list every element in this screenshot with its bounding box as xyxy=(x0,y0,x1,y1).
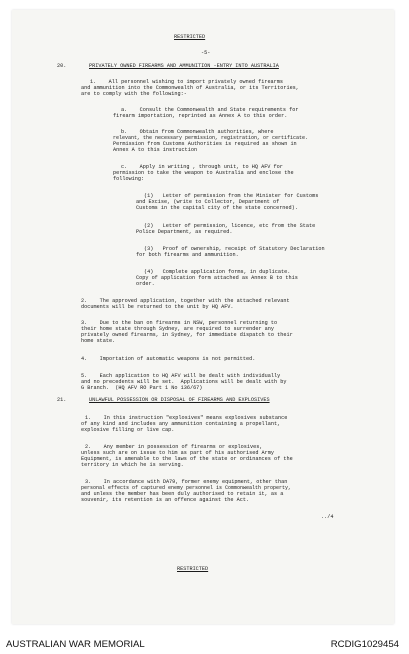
classification-header: RESTRICTED xyxy=(174,34,206,40)
para-21-number: 21. xyxy=(57,397,67,403)
para-20-number: 20. xyxy=(57,63,67,69)
para-20-title: PRIVATELY OWNED FIREARMS AND AMMUNITION -ENTRY INTO AUSTRALIA xyxy=(89,63,279,69)
continuation-marker: ../4 xyxy=(321,514,334,520)
page-number: -5- xyxy=(201,50,211,56)
archive-name: AUSTRALIAN WAR MEMORIAL xyxy=(6,639,145,650)
document-page: RESTRICTED -5- 20. PRIVATELY OWNED FIREARMS AND AMMUNITION -ENTRY INTO AUSTRALIA 1. All personnel wishing to import privately owned firearms and ammunition into the Commonwealth of Australia, or its Territories, are to comply with the following:- a. Consult the Commonwealth and State requirements for firearm importation, reprinted as Annex A to this order. b. Obtain from Commonwealth authorities, where relevant, the necessary permission, registration, or certificate. Permission from Customs Authorities is required as shown in Annex A to this instruction c. Apply in writing , through unit, to HQ AFV for permission to take the weapon to Australia and enclose the following: (1) Letter of permission from the Minister for Customs and Excise, (write to Collector, Department of Customs in the capital city of the state concerned). (2) Letter of permission, licence, etc from the State Police Department, as required. (3) Proof of ownership, receipt of Statutory Declaration for both firearms and ammunition. (4) Complete application forms, in duplicate. Copy of application form attached as Annex B to this order. 2. The approved application, together with the attached relevant documents will be returned to the unit by HQ AFV. 3. Due to the ban on firearms in NSW, personnel returning to their home state through Sydney, are required to surrender any privately owned firearms, in Sydney, for immediate dispatch to their home state. 4. Importation of automatic weapons is not permitted. 5. Each application to HQ AFV will be dealt with individually and no precedents will be set. Applications will be dealt with by G Branch. (HQ AFV RO Part 1 No 136/67) 21. UNLAWFUL POSSESSION OR DISPOSAL OF FIREARMS AND EXPLOSIVES 1. In this instruction "explosives" means explosives substance of any kind and includes any ammunition containing a propellant, explosive filling or live cap. 2. Any member in possession of firearms or explosives, unless such are on issue to him as part of his authorised Army Equipment, is amenable to the laws of the state or ordinances of the territory in which he is serving. 3. In accordance with DA79, former enemy equipment, other than personal effects of captured enemy personnel is Commonwealth property, and unless the member has been duly authorised to retain it, as a souvenir, its retention is an offence against the Act. ../4 RESTRICTED xyxy=(12,10,394,624)
archive-reference: RCDIG1029454 xyxy=(330,639,399,650)
classification-footer: RESTRICTED xyxy=(177,566,209,572)
para-21-title: UNLAWFUL POSSESSION OR DISPOSAL OF FIREARMS AND EXPLOSIVES xyxy=(89,397,270,403)
archive-footer xyxy=(0,630,409,654)
